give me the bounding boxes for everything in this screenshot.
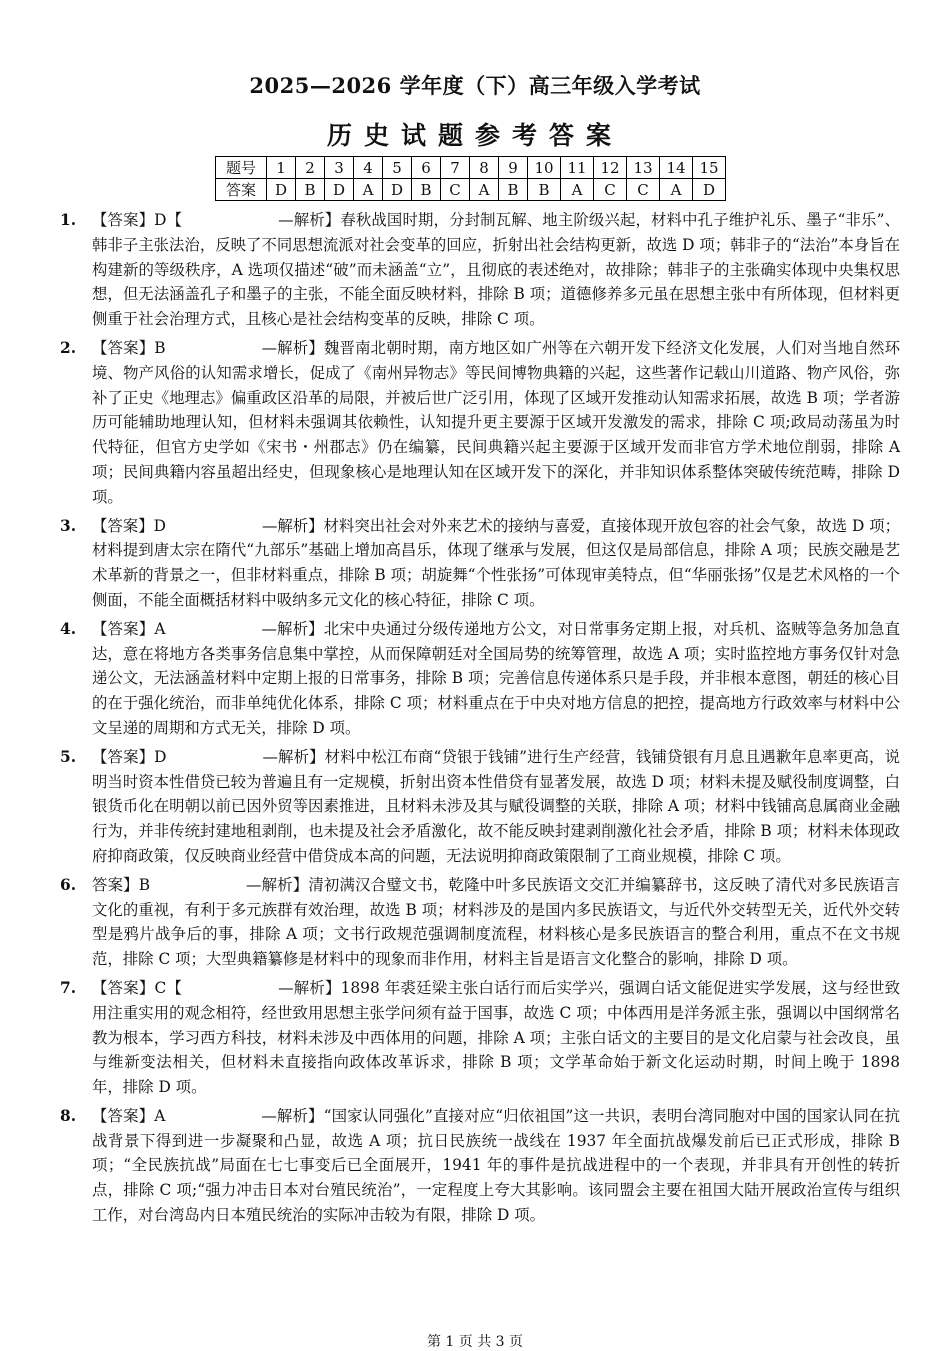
analysis-label: —解析】 (261, 1106, 324, 1125)
question-number: 9 (499, 157, 528, 179)
question-number: 2 (296, 157, 325, 179)
answer-cell: B (528, 179, 561, 201)
answer-cell: D (383, 179, 412, 201)
answer-label: 答案】B (92, 875, 151, 894)
analysis-label: —解析】 (261, 516, 324, 535)
analysis-text: 北宋中央通过分级传递地方公文，对日常事务定期上报，对兵机、盗贼等急务加急直达，意在将地方各类事务信息集中掌控，从而保障朝廷对全国局势的统筹管理，故选 A 项；实时监控地方事务仅针对急递公文，无法涵盖材料中定期上报的日常事务，排除 B 项；完善信息传递体系只是手段，并非根本意图，朝廷的核心目的在于强化统治，而非单纯优化体系，排除 C 项；材料重点在于中央对地方信息的把控，提高地方行政效率与材料中公文呈递的周期和方式无关，排除 D 项。 (92, 619, 900, 737)
answer-cell: D (267, 179, 296, 201)
analysis-label: —解析】 (262, 747, 325, 766)
question-number-row (216, 157, 726, 179)
explanation-item-7 (60, 976, 900, 1100)
question-number: 8 (470, 157, 499, 179)
answer-row (216, 179, 726, 201)
answer-cell: A (660, 179, 693, 201)
question-number-label: 题号 (216, 157, 267, 179)
analysis-label: —解析】 (261, 338, 324, 357)
question-number: 15 (693, 157, 726, 179)
answer-cell: B (499, 179, 528, 201)
answer-cell: A (561, 179, 594, 201)
explanation-item-4 (60, 617, 900, 741)
question-number: 1 (267, 157, 296, 179)
question-number: 14 (660, 157, 693, 179)
analysis-text: “国家认同强化”直接对应“归依祖国”这一共识，表明台湾同胞对中国的国家认同在抗战背景下得到进一步凝聚和凸显，故选 A 项；抗日民族统一战线在 1937 年全面抗战爆发前后已正式形成，排除 B 项；“全民族抗战”局面在七七事变后已全面展开，1941 年的事件是抗战进程中的一个表现，并非具有开创性的转折点，排除 C 项;“强力冲击日本对台殖民统治”，一定程度上夸大其影响。该同盟会主要在祖国大陆开展政治宣传与组织工作，对台湾岛内日本殖民统治的实际冲击较为有限，排除 D 项。 (92, 1106, 900, 1225)
answer-cell: D (325, 179, 354, 201)
question-number: 7 (441, 157, 470, 179)
answer-label: 【答案】A (92, 619, 166, 638)
analysis-label: —解析】 (278, 978, 341, 997)
question-number: 6 (412, 157, 441, 179)
answer-label: 【答案】A (92, 1106, 166, 1125)
analysis-text: 春秋战国时期，分封制瓦解、地主阶级兴起，材料中孔子维护礼乐、墨子“非乐”、韩非子主张法治，反映了不同思想流派对社会变革的回应，折射出社会结构更新，故选 D 项；韩非子的“法治”本身旨在构建新的等级秩序，A 选项仅描述“破”而未涵盖“立”，且彻底的表述绝对，故排除；韩非子的主张确实体现中央集权思想，但无法涵盖孔子和墨子的主张，不能全面反映材料，排除 B 项；道德修养多元虽在思想主张中有所体现，但材料更侧重于社会治理方式，且核心是社会结构变革的反映，排除 C 项。 (92, 211, 900, 329)
item-number: 5. (60, 747, 77, 766)
explanation-item-8 (60, 1104, 900, 1228)
answer-cell: D (693, 179, 726, 201)
answer-cell: C (627, 179, 660, 201)
answer-cell: A (354, 179, 383, 201)
explanation-item-3 (60, 514, 900, 613)
explanation-item-5 (60, 745, 900, 869)
question-number: 11 (561, 157, 594, 179)
answer-cell: C (594, 179, 627, 201)
analysis-label: —解析】 (246, 875, 309, 894)
document-subtitle: 历史试题参考答案 (326, 121, 623, 150)
question-number: 5 (383, 157, 412, 179)
answer-label: 【答案】D (92, 516, 166, 535)
item-number: 3. (60, 516, 77, 535)
answer-label: 【答案】D (92, 747, 167, 766)
answer-cell: A (470, 179, 499, 201)
answer-label: 答案 (216, 179, 267, 201)
analysis-text: 魏晋南北朝时期，南方地区如广州等在六朝开发下经济文化发展，人们对当地自然环境、物产风俗的认知需求增长，促成了《南州异物志》等民间博物典籍的兴起，这些著作记载山川道路、物产风俗，弥补了正史《地理志》偏重政区沿革的局限，并被后世广泛引用，体现了区域开发推动认知需求拓展，故选 B 项；学者游历可能辅助地理认知，但材料未强调其依赖性，认知提升更主要源于区域开发激发的需求，排除 C 项;政局动荡虽为时代特征，但官方史学如《宋书・州郡志》仍在编纂，民间典籍兴起主要源于区域开发而非官方学术地位削弱，排除 A 项；民间典籍内容虽超出经史，但现象核心是地理认知在区域开发下的深化，并非知识体系整体突破传统范畴，排除 D 项。 (92, 338, 900, 506)
item-number: 4. (60, 619, 77, 638)
answer-cell: B (296, 179, 325, 201)
explanation-item-2 (60, 336, 900, 510)
exam-title: 2025—2026 学年度（下）高三年级入学考试 (249, 73, 701, 98)
answer-table (215, 156, 726, 201)
question-number: 12 (594, 157, 627, 179)
analysis-text: 清初满汉合璧文书，乾隆中叶多民族语文交汇并编纂辞书，这反映了清代对多民族语言文化的重视，有利于多元族群有效治理，故选 B 项；材料涉及的是国内多民族语文，与近代外交转型无关，近代外交转型是鸦片战争后的事，排除 A 项；文书行政规范强调制度流程，材料核心是多民族语言的整合利用，重点不在文书规范，排除 C 项；大型典籍纂修是材料中的现象而非作用，材料主旨是语言文化整合的影响，排除 D 项。 (92, 875, 900, 969)
item-number: 6. (60, 875, 77, 894)
item-number: 2. (60, 338, 77, 357)
item-number: 7. (60, 978, 77, 997)
analysis-text: 1898 年裘廷梁主张白话行而后实学兴，强调白话文能促进实学发展，这与经世致用注重实用的观念相符，经世致用思想主张学问须有益于国事，故选 C 项；中体西用是洋务派主张，强调以中国纲常名教为根本，学习西方科技，材料未涉及中西体用的问题，排除 A 项；主张白话文的主要目的是文化启蒙与社会改良，虽与维新变法相关，但材料未直接指向政体改革诉求，排除 B 项；文学革命始于新文化运动时期，时间上晚于 1898 年，排除 D 项。 (92, 978, 900, 1097)
answer-explanations (60, 208, 900, 1232)
question-number: 4 (354, 157, 383, 179)
question-number: 13 (627, 157, 660, 179)
answer-label: 【答案】C【 (92, 978, 183, 997)
answer-cell: B (412, 179, 441, 201)
question-number: 10 (528, 157, 561, 179)
analysis-label: —解析】 (261, 619, 324, 638)
item-number: 8. (60, 1106, 77, 1125)
analysis-text: 材料突出社会对外来艺术的接纳与喜爱，直接体现开放包容的社会气象，故选 D 项；材料提到唐太宗在隋代“九部乐”基础上增加高昌乐，体现了继承与发展，但这仅是局部信息，排除 A 项；民族交融是艺术革新的背景之一，但非材料重点，排除 B 项；胡旋舞“个性张扬”可体现审美特点，但“华丽张扬”仅是艺术风格的一个侧面，不能全面概括材料中吸纳多元文化的核心特征，排除 C 项。 (92, 516, 900, 609)
explanation-item-6 (60, 873, 900, 972)
analysis-label: —解析】 (278, 211, 341, 229)
answer-label: 【答案】B (92, 338, 166, 357)
page-footer: 第 1 页 共 3 页 (426, 1334, 524, 1350)
answer-label: 【答案】D【 (92, 211, 183, 229)
analysis-text: 材料中松江布商“贷银于钱铺”进行生产经营，钱铺贷银有月息且遇歉年息率更高，说明当时资本性借贷已较为普遍且有一定规模，折射出资本性借贷有显著发展，故选 D 项；材料未提及赋役制度调整，白银货币化在明朝以前已因外贸等因素推进，且材料未涉及其与赋役调整的关联，排除 A 项；材料中钱铺高息属商业金融行为，并非传统封建地租剥削，也未提及社会矛盾激化，故不能反映封建剥削激化社会矛盾，排除 B 项；材料未体现政府抑商政策，仅反映商业经营中借贷成本高的问题，无法说明抑商政策限制了工商业规模，排除 C 项。 (92, 747, 900, 865)
question-number: 3 (325, 157, 354, 179)
answer-cell: C (441, 179, 470, 201)
explanation-item-1 (60, 208, 900, 332)
item-number: 1. (60, 211, 77, 229)
